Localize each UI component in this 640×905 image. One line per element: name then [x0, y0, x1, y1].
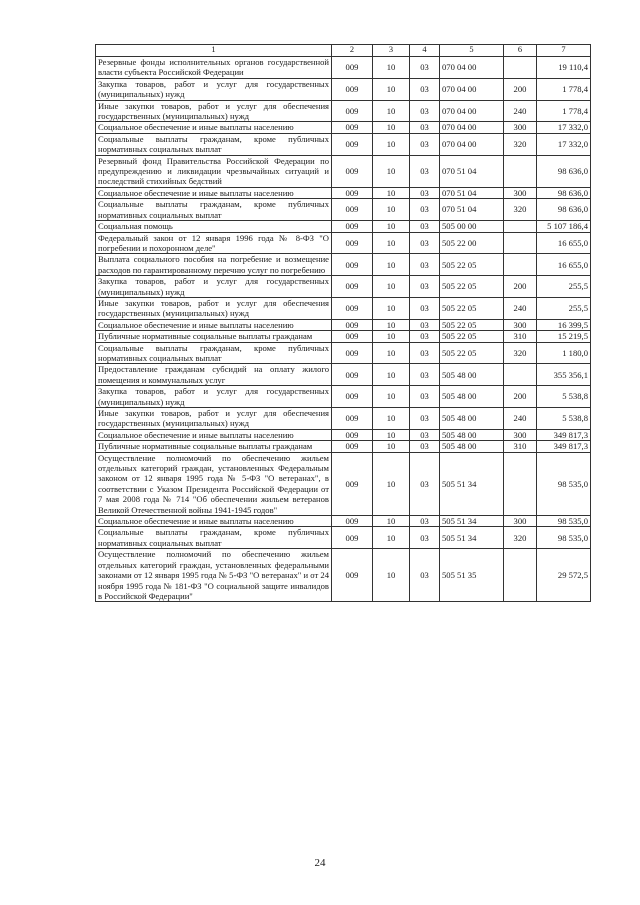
- row-name: Социальные выплаты гражданам, кроме публичных нормативных социальных выплат: [96, 342, 332, 364]
- row-amount: 5 107 186,4: [537, 221, 591, 232]
- row-grbs: 009: [332, 199, 373, 221]
- row-subsection: 03: [410, 199, 440, 221]
- row-grbs: 009: [332, 122, 373, 133]
- page-number: 24: [314, 857, 326, 869]
- table-row: [96, 187, 591, 198]
- table-row: [96, 232, 591, 254]
- row-expense-type: 240: [504, 297, 537, 319]
- row-target-article: 070 04 00: [440, 100, 504, 122]
- row-amount: 16 655,0: [537, 254, 591, 276]
- table-row: [96, 254, 591, 276]
- row-name: Социальные выплаты гражданам, кроме публичных нормативных социальных выплат: [96, 527, 332, 549]
- table-row: [96, 276, 591, 298]
- row-target-article: 070 04 00: [440, 78, 504, 100]
- row-section: 10: [373, 429, 410, 440]
- row-expense-type: [504, 549, 537, 602]
- row-name: Резервный фонд Правительства Российской Федерации по предупреждению и ликвидации чрезвычайных ситуаций и последствий стихийных бедствий: [96, 155, 332, 187]
- row-target-article: 505 22 05: [440, 342, 504, 364]
- table-row: [96, 429, 591, 440]
- row-grbs: 009: [332, 429, 373, 440]
- column-header: 5: [440, 45, 504, 57]
- table-row: [96, 297, 591, 319]
- row-name: Публичные нормативные социальные выплаты гражданам: [96, 441, 332, 452]
- row-section: 10: [373, 155, 410, 187]
- row-name: Закупка товаров, работ и услуг для государственных (муниципальных) нужд: [96, 78, 332, 100]
- column-header: 7: [537, 45, 591, 57]
- row-name: Осуществление полномочий по обеспечению жильем отдельных категорий граждан, установленных Федеральным законом от 12 января 1995 года № 5-ФЗ "О ветеранах", в соответствии с Указом Президента Российской Федерации от 7 мая 2008 года № 714 "Об обеспечении жильем ветеранов Великой Отечественной войны 1941-1945 годов": [96, 452, 332, 515]
- table-row: [96, 221, 591, 232]
- row-section: 10: [373, 232, 410, 254]
- table-row: [96, 100, 591, 122]
- row-amount: 16 655,0: [537, 232, 591, 254]
- row-grbs: 009: [332, 408, 373, 430]
- row-subsection: 03: [410, 297, 440, 319]
- row-name: Закупка товаров, работ и услуг для государственных (муниципальных) нужд: [96, 276, 332, 298]
- row-target-article: 505 51 34: [440, 452, 504, 515]
- row-target-article: 505 48 00: [440, 429, 504, 440]
- row-grbs: 009: [332, 155, 373, 187]
- row-name: Социальные выплаты гражданам, кроме публичных нормативных социальных выплат: [96, 199, 332, 221]
- row-grbs: 009: [332, 232, 373, 254]
- row-amount: 17 332,0: [537, 122, 591, 133]
- row-section: 10: [373, 122, 410, 133]
- row-expense-type: [504, 155, 537, 187]
- row-target-article: 070 04 00: [440, 122, 504, 133]
- row-expense-type: 240: [504, 100, 537, 122]
- row-subsection: 03: [410, 221, 440, 232]
- row-subsection: 03: [410, 452, 440, 515]
- table-row: [96, 516, 591, 527]
- row-section: 10: [373, 100, 410, 122]
- table-row: [96, 319, 591, 330]
- row-name: Публичные нормативные социальные выплаты гражданам: [96, 331, 332, 342]
- row-grbs: 009: [332, 187, 373, 198]
- row-subsection: 03: [410, 364, 440, 386]
- row-grbs: 009: [332, 549, 373, 602]
- row-section: 10: [373, 221, 410, 232]
- row-section: 10: [373, 133, 410, 155]
- row-name: Социальное обеспечение и иные выплаты населению: [96, 516, 332, 527]
- table-row: [96, 78, 591, 100]
- row-section: 10: [373, 549, 410, 602]
- row-expense-type: 300: [504, 319, 537, 330]
- row-expense-type: [504, 254, 537, 276]
- row-grbs: 009: [332, 364, 373, 386]
- row-target-article: 505 22 05: [440, 276, 504, 298]
- row-subsection: 03: [410, 254, 440, 276]
- row-amount: 98 636,0: [537, 155, 591, 187]
- row-name: Резервные фонды исполнительных органов государственной власти субъекта Российской Федерации: [96, 57, 332, 79]
- row-grbs: 009: [332, 342, 373, 364]
- row-amount: 1 180,0: [537, 342, 591, 364]
- row-subsection: 03: [410, 232, 440, 254]
- row-grbs: 009: [332, 276, 373, 298]
- row-target-article: 505 48 00: [440, 441, 504, 452]
- row-subsection: 03: [410, 276, 440, 298]
- row-name: Социальное обеспечение и иные выплаты населению: [96, 122, 332, 133]
- row-name: Предоставление гражданам субсидий на оплату жилого помещения и коммунальных услуг: [96, 364, 332, 386]
- row-expense-type: 300: [504, 429, 537, 440]
- row-target-article: 505 22 00: [440, 232, 504, 254]
- row-section: 10: [373, 441, 410, 452]
- row-target-article: 070 51 04: [440, 155, 504, 187]
- row-expense-type: 300: [504, 187, 537, 198]
- row-subsection: 03: [410, 319, 440, 330]
- row-subsection: 03: [410, 516, 440, 527]
- row-target-article: 070 51 04: [440, 187, 504, 198]
- row-section: 10: [373, 276, 410, 298]
- row-section: 10: [373, 364, 410, 386]
- row-subsection: 03: [410, 187, 440, 198]
- row-grbs: 009: [332, 331, 373, 342]
- row-amount: 5 538,8: [537, 386, 591, 408]
- row-section: 10: [373, 331, 410, 342]
- row-amount: 255,5: [537, 276, 591, 298]
- row-name: Социальное обеспечение и иные выплаты населению: [96, 187, 332, 198]
- row-expense-type: 310: [504, 331, 537, 342]
- row-target-article: 070 04 00: [440, 133, 504, 155]
- row-amount: 1 778,4: [537, 100, 591, 122]
- column-header: 2: [332, 45, 373, 57]
- row-amount: 17 332,0: [537, 133, 591, 155]
- row-target-article: 505 48 00: [440, 364, 504, 386]
- budget-table: [95, 44, 591, 602]
- row-amount: 98 636,0: [537, 187, 591, 198]
- row-target-article: 070 04 00: [440, 57, 504, 79]
- row-section: 10: [373, 408, 410, 430]
- table-row: [96, 386, 591, 408]
- row-name: Социальные выплаты гражданам, кроме публичных нормативных социальных выплат: [96, 133, 332, 155]
- row-amount: 255,5: [537, 297, 591, 319]
- row-expense-type: 320: [504, 342, 537, 364]
- row-subsection: 03: [410, 549, 440, 602]
- row-target-article: 070 51 04: [440, 199, 504, 221]
- row-grbs: 009: [332, 386, 373, 408]
- row-grbs: 009: [332, 452, 373, 515]
- table-row: [96, 57, 591, 79]
- row-subsection: 03: [410, 122, 440, 133]
- row-subsection: 03: [410, 100, 440, 122]
- row-name: Осуществление полномочий по обеспечению жильем отдельных категорий граждан, установленных федеральными законами от 12 января 1995 года № 5-ФЗ "О ветеранах" и от 24 ноября 1995 года № 181-ФЗ "О социальной защите инвалидов в Российской Федерации": [96, 549, 332, 602]
- table-row: [96, 549, 591, 602]
- row-expense-type: 240: [504, 408, 537, 430]
- row-subsection: 03: [410, 441, 440, 452]
- row-target-article: 505 48 00: [440, 408, 504, 430]
- row-grbs: 009: [332, 57, 373, 79]
- row-subsection: 03: [410, 331, 440, 342]
- row-expense-type: 200: [504, 276, 537, 298]
- row-target-article: 505 22 05: [440, 319, 504, 330]
- row-section: 10: [373, 297, 410, 319]
- column-header: 4: [410, 45, 440, 57]
- row-subsection: 03: [410, 386, 440, 408]
- row-target-article: 505 22 05: [440, 254, 504, 276]
- row-name: Социальное обеспечение и иные выплаты населению: [96, 319, 332, 330]
- row-target-article: 505 48 00: [440, 386, 504, 408]
- row-subsection: 03: [410, 527, 440, 549]
- row-amount: 355 356,1: [537, 364, 591, 386]
- row-name: Социальная помощь: [96, 221, 332, 232]
- row-expense-type: [504, 364, 537, 386]
- row-expense-type: [504, 452, 537, 515]
- table-row: [96, 441, 591, 452]
- column-header: 6: [504, 45, 537, 57]
- row-expense-type: 300: [504, 516, 537, 527]
- row-section: 10: [373, 57, 410, 79]
- row-amount: 1 778,4: [537, 78, 591, 100]
- row-amount: 98 636,0: [537, 199, 591, 221]
- row-amount: 98 535,0: [537, 452, 591, 515]
- row-grbs: 009: [332, 441, 373, 452]
- table-row: [96, 342, 591, 364]
- row-section: 10: [373, 254, 410, 276]
- row-expense-type: 320: [504, 199, 537, 221]
- row-amount: 349 817,3: [537, 441, 591, 452]
- table-row: [96, 122, 591, 133]
- row-grbs: 009: [332, 133, 373, 155]
- row-amount: 98 535,0: [537, 516, 591, 527]
- table-row: [96, 527, 591, 549]
- column-header: 1: [96, 45, 332, 57]
- row-grbs: 009: [332, 221, 373, 232]
- row-expense-type: 200: [504, 78, 537, 100]
- row-section: 10: [373, 78, 410, 100]
- row-section: 10: [373, 319, 410, 330]
- table-row: [96, 408, 591, 430]
- row-amount: 5 538,8: [537, 408, 591, 430]
- row-grbs: 009: [332, 100, 373, 122]
- row-section: 10: [373, 199, 410, 221]
- row-amount: 349 817,3: [537, 429, 591, 440]
- row-subsection: 03: [410, 342, 440, 364]
- row-target-article: 505 22 05: [440, 331, 504, 342]
- row-expense-type: 320: [504, 527, 537, 549]
- row-amount: 15 219,5: [537, 331, 591, 342]
- row-grbs: 009: [332, 78, 373, 100]
- row-grbs: 009: [332, 527, 373, 549]
- row-name: Закупка товаров, работ и услуг для государственных (муниципальных) нужд: [96, 386, 332, 408]
- row-subsection: 03: [410, 78, 440, 100]
- row-section: 10: [373, 386, 410, 408]
- row-expense-type: 300: [504, 122, 537, 133]
- row-subsection: 03: [410, 57, 440, 79]
- row-section: 10: [373, 452, 410, 515]
- row-name: Иные закупки товаров, работ и услуг для обеспечения государственных (муниципальных) нужд: [96, 297, 332, 319]
- row-expense-type: [504, 232, 537, 254]
- table-header-row: [96, 45, 591, 57]
- row-subsection: 03: [410, 133, 440, 155]
- table-row: [96, 452, 591, 515]
- row-subsection: 03: [410, 155, 440, 187]
- row-target-article: 505 00 00: [440, 221, 504, 232]
- table-row: [96, 364, 591, 386]
- row-section: 10: [373, 516, 410, 527]
- row-target-article: 505 51 34: [440, 527, 504, 549]
- row-expense-type: 200: [504, 386, 537, 408]
- row-expense-type: [504, 221, 537, 232]
- table-row: [96, 331, 591, 342]
- column-header: 3: [373, 45, 410, 57]
- row-name: Иные закупки товаров, работ и услуг для обеспечения государственных (муниципальных) нужд: [96, 408, 332, 430]
- row-subsection: 03: [410, 408, 440, 430]
- row-target-article: 505 22 05: [440, 297, 504, 319]
- table-row: [96, 199, 591, 221]
- row-target-article: 505 51 35: [440, 549, 504, 602]
- row-expense-type: 310: [504, 441, 537, 452]
- row-amount: 16 399,5: [537, 319, 591, 330]
- row-target-article: 505 51 34: [440, 516, 504, 527]
- row-expense-type: [504, 57, 537, 79]
- table-row: [96, 133, 591, 155]
- row-grbs: 009: [332, 297, 373, 319]
- row-expense-type: 320: [504, 133, 537, 155]
- row-section: 10: [373, 187, 410, 198]
- row-subsection: 03: [410, 429, 440, 440]
- row-amount: 98 535,0: [537, 527, 591, 549]
- row-amount: 29 572,5: [537, 549, 591, 602]
- row-grbs: 009: [332, 516, 373, 527]
- row-grbs: 009: [332, 254, 373, 276]
- row-section: 10: [373, 342, 410, 364]
- row-name: Иные закупки товаров, работ и услуг для обеспечения государственных (муниципальных) нужд: [96, 100, 332, 122]
- row-name: Федеральный закон от 12 января 1996 года № 8-ФЗ "О погребении и похоронном деле": [96, 232, 332, 254]
- table-row: [96, 155, 591, 187]
- row-grbs: 009: [332, 319, 373, 330]
- row-name: Выплата социального пособия на погребение и возмещение расходов по гарантированному перечню услуг по погребению: [96, 254, 332, 276]
- row-amount: 19 110,4: [537, 57, 591, 79]
- row-section: 10: [373, 527, 410, 549]
- row-name: Социальное обеспечение и иные выплаты населению: [96, 429, 332, 440]
